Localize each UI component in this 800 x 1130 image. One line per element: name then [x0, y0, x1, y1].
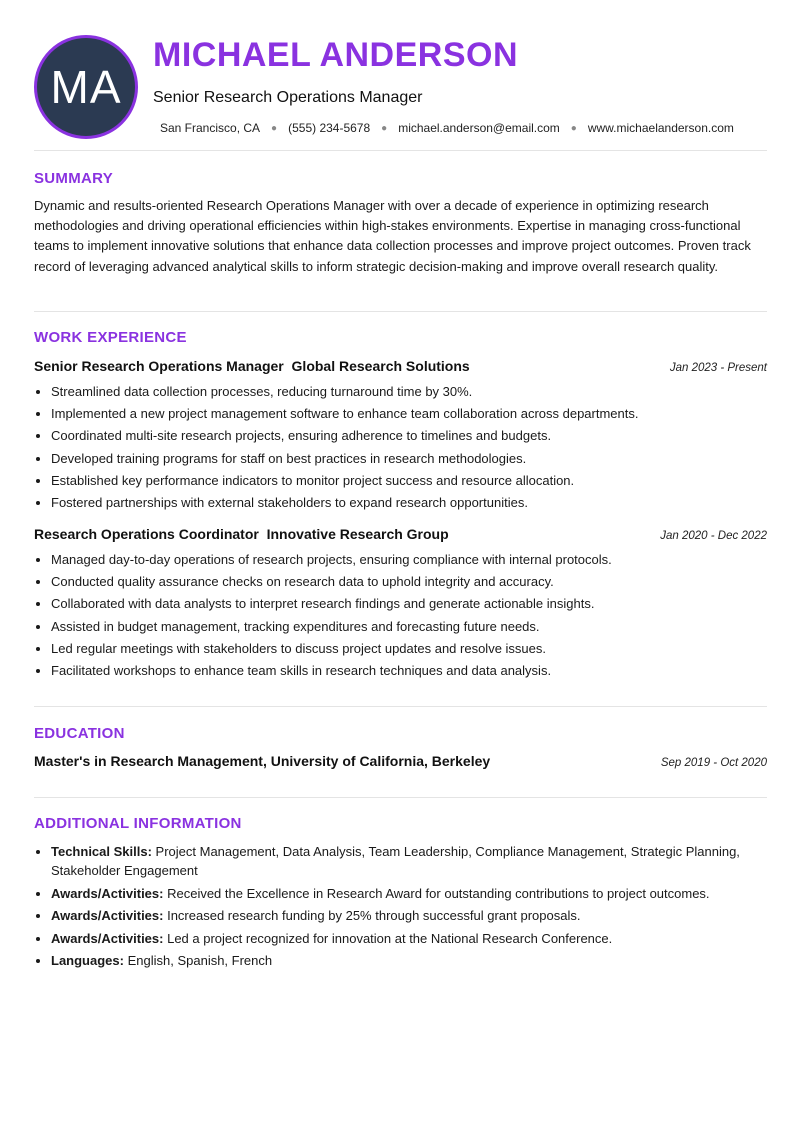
list-item — [51, 842, 771, 880]
divider — [34, 797, 767, 798]
job-header — [34, 358, 767, 374]
divider — [34, 311, 767, 312]
contact-line — [160, 121, 734, 135]
contact-website[interactable]: www.michaelanderson.com — [587, 121, 734, 135]
list-item — [51, 929, 771, 948]
item-label: Awards/Activities: — [51, 908, 164, 923]
summary-heading: SUMMARY — [34, 170, 114, 187]
contact-location: San Francisco, CA — [160, 121, 261, 135]
job-dates: Jan 2020 - Dec 2022 — [660, 530, 767, 542]
dot-separator-icon: ● — [570, 122, 577, 134]
divider — [34, 150, 767, 151]
education-heading: EDUCATION — [34, 725, 125, 742]
avatar — [34, 35, 138, 139]
additional-list — [34, 842, 771, 974]
education-degree: Master's in Research Management, University of California, Berkeley — [34, 753, 491, 769]
education-dates: Sep 2019 - Oct 2020 — [660, 757, 767, 769]
item-label: Awards/Activities: — [51, 885, 164, 901]
item-label: Awards/Activities: — [51, 930, 164, 946]
list-item: • Conducted quality assurance checks on research data to uphold integrity and accuracy. — [51, 571, 771, 593]
job-company: Innovative Research Group — [266, 526, 449, 542]
dot-separator-icon: ● — [271, 122, 278, 134]
job-bullets — [34, 381, 771, 514]
item-text: Led a project recognized for innovation at the National Research Conference. — [167, 930, 613, 946]
contact-email[interactable]: michael.anderson@email.com — [398, 121, 560, 135]
list-item: • Streamlined data collection processes, reducing turnaround time by 30%. — [51, 381, 771, 403]
list-item — [51, 906, 771, 925]
list-item — [51, 951, 771, 970]
additional-heading: ADDITIONAL INFORMATION — [34, 815, 242, 832]
dot-separator-icon: ● — [381, 122, 388, 134]
job-bullets — [34, 549, 771, 682]
item-text: Project Management, Data Analysis, Team Leadership, Compliance Management, Strategic Planning, Stakeholder Engagement — [51, 844, 740, 878]
job-role-line — [34, 526, 449, 542]
item-text: English, Spanish, French — [127, 953, 273, 968]
job-company: Global Research Solutions — [291, 358, 470, 374]
item-label: Technical Skills: — [51, 844, 152, 859]
summary-text: Dynamic and results-oriented Research Operations Manager with over a decade of experience in optimizing research methodologies and driving operational efficiencies within high-stakes environments. Expertise in managing cross-functional teams to implement innovative solutions that enhance data collection processes and improve project outcomes. Proven track record of leveraging advanced analytical skills to inform strategic decision-making and improve overall research quality. — [34, 198, 751, 274]
list-item: • Coordinated multi-site research projects, ensuring adherence to timelines and budgets. — [51, 425, 771, 447]
list-item — [51, 884, 771, 903]
list-item: • Led regular meetings with stakeholders to discuss project updates and resolve issues. — [51, 638, 771, 660]
candidate-name: MICHAEL ANDERSON — [153, 36, 519, 74]
list-item: • Managed day-to-day operations of research projects, ensuring compliance with internal protocols. — [51, 549, 771, 571]
list-item: • Developed training programs for staff on best practices in research methodologies. — [51, 448, 771, 470]
experience-heading: WORK EXPERIENCE — [34, 329, 187, 346]
job-role: Research Operations Coordinator — [34, 526, 259, 542]
contact-phone: (555) 234-5678 — [288, 121, 371, 135]
list-item: • Established key performance indicators to monitor project success and resource allocation. — [51, 470, 771, 492]
job-dates: Jan 2023 - Present — [669, 362, 767, 374]
list-item: • Fostered partnerships with external stakeholders to expand research opportunities. — [51, 492, 771, 514]
item-label: Languages: — [51, 953, 124, 968]
list-item: • Collaborated with data analysts to interpret research findings and generate actionable insights. — [51, 593, 771, 615]
item-text: Received the Excellence in Research Award for outstanding contributions to project outcomes. — [167, 885, 710, 901]
item-text: Increased research funding by 25% through successful grant proposals. — [167, 908, 581, 923]
list-item: • Implemented a new project management software to enhance team collaboration across departments. — [51, 403, 771, 425]
candidate-title: Senior Research Operations Manager — [153, 89, 423, 106]
list-item: • Facilitated workshops to enhance team skills in research techniques and data analysis. — [51, 660, 771, 682]
job-role: Senior Research Operations Manager — [34, 358, 284, 374]
avatar-initials: MA — [50, 61, 122, 113]
job-header — [34, 526, 767, 542]
divider — [34, 706, 767, 707]
job-role-line — [34, 358, 470, 374]
education-entry — [34, 753, 767, 769]
list-item: • Assisted in budget management, tracking expenditures and forecasting future needs. — [51, 616, 771, 638]
